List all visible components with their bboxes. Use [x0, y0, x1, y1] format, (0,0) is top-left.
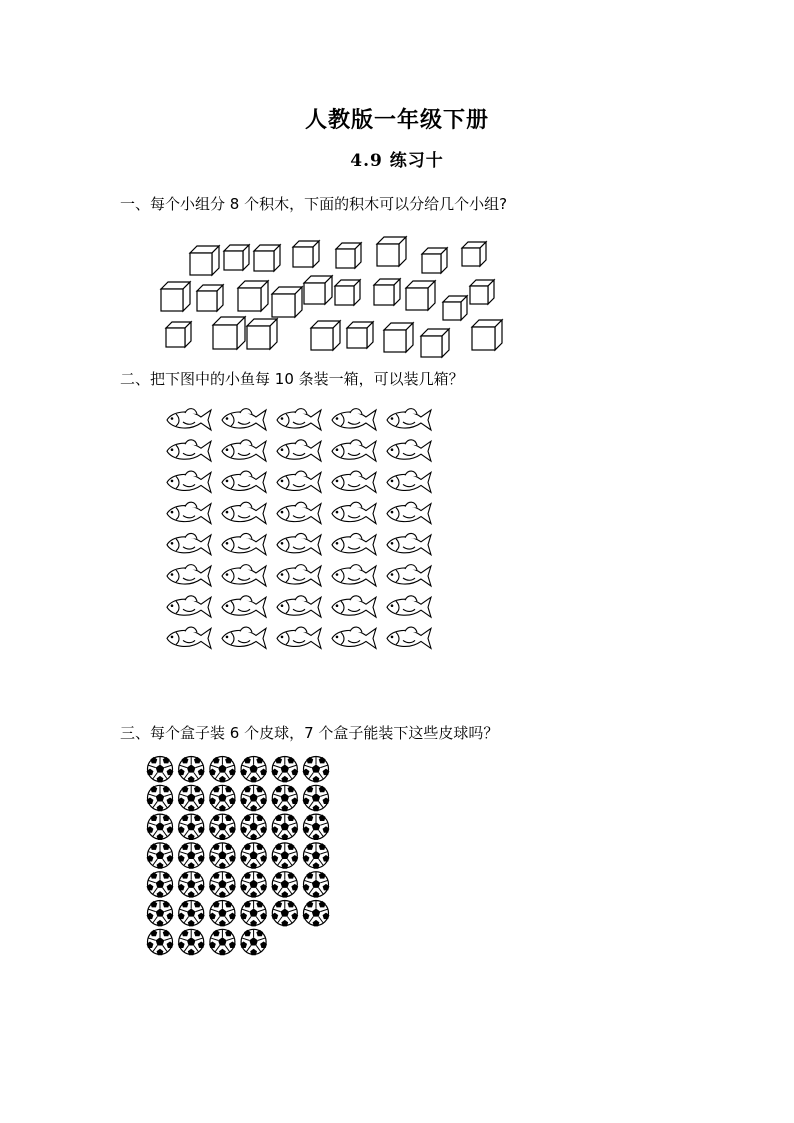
fish-icon	[222, 627, 266, 648]
cube-icon	[311, 321, 340, 350]
cube-icon	[335, 280, 360, 305]
fish-icon	[167, 471, 211, 492]
cube-icon	[238, 281, 268, 311]
soccer-ball-icon	[147, 843, 174, 869]
soccer-ball-icon	[147, 814, 174, 840]
fish-icon	[277, 565, 321, 586]
fish-icon	[277, 502, 321, 523]
fish-icon	[277, 533, 321, 554]
cube-icon	[470, 280, 494, 304]
soccer-ball-icon	[303, 785, 330, 811]
soccer-ball-icon	[178, 929, 205, 955]
fish-icon	[222, 502, 266, 523]
soccer-ball-icon	[178, 757, 205, 783]
question-3-text: 三、每个盒子装 6 个皮球，7 个盒子能装下这些皮球吗？	[120, 724, 499, 742]
fish-icon	[167, 533, 211, 554]
fish-icon	[167, 596, 211, 617]
soccer-ball-icon	[240, 901, 267, 927]
soccer-ball-icon	[178, 901, 205, 927]
fish-icon	[387, 502, 431, 523]
page-title: 人教版一年级下册	[304, 107, 489, 133]
cube-icon	[272, 287, 302, 317]
soccer-ball-icon	[240, 929, 267, 955]
cube-icon	[384, 323, 413, 352]
cube-icon	[406, 281, 435, 310]
soccer-ball-icon	[271, 901, 298, 927]
cube-icon	[374, 279, 400, 305]
fish-icon	[332, 627, 376, 648]
soccer-ball-icon	[209, 901, 236, 927]
fish-icon	[167, 627, 211, 648]
cube-icon	[304, 276, 332, 304]
fish-icon	[277, 596, 321, 617]
soccer-ball-icon	[178, 814, 205, 840]
fish-icon	[222, 533, 266, 554]
fish-icon	[387, 533, 431, 554]
fish-icon	[332, 502, 376, 523]
cube-icon	[197, 285, 223, 311]
cube-icon	[472, 320, 502, 350]
soccer-ball-icon	[240, 814, 267, 840]
fish-icon	[387, 440, 431, 461]
cube-icon	[422, 248, 447, 273]
fish-icon	[277, 627, 321, 648]
fish-icon	[277, 440, 321, 461]
ball-group	[147, 757, 330, 956]
cube-icon	[443, 296, 467, 320]
cube-icon	[166, 322, 191, 347]
soccer-ball-icon	[209, 814, 236, 840]
fish-icon	[222, 440, 266, 461]
fish-icon	[332, 565, 376, 586]
fish-icon	[222, 471, 266, 492]
cube-icon	[336, 243, 361, 268]
fish-icon	[167, 565, 211, 586]
soccer-ball-icon	[147, 929, 174, 955]
fish-icon	[332, 471, 376, 492]
fish-icon	[222, 596, 266, 617]
soccer-ball-icon	[209, 872, 236, 898]
fish-icon	[222, 409, 266, 430]
fish-icon	[387, 565, 431, 586]
cube-icon	[213, 317, 245, 349]
fish-icon	[167, 502, 211, 523]
lesson-subtitle: 4.9 练习十	[350, 151, 444, 171]
soccer-ball-icon	[147, 901, 174, 927]
fish-icon	[387, 627, 431, 648]
soccer-ball-icon	[240, 757, 267, 783]
soccer-ball-icon	[209, 757, 236, 783]
soccer-ball-icon	[271, 785, 298, 811]
soccer-ball-icon	[240, 785, 267, 811]
fish-icon	[167, 409, 211, 430]
soccer-ball-icon	[240, 872, 267, 898]
soccer-ball-icon	[178, 843, 205, 869]
fish-group	[167, 409, 431, 649]
cube-icon	[347, 322, 373, 348]
soccer-ball-icon	[178, 872, 205, 898]
soccer-ball-icon	[303, 901, 330, 927]
soccer-ball-icon	[303, 814, 330, 840]
soccer-ball-icon	[303, 757, 330, 783]
cube-icon	[377, 237, 406, 266]
fish-icon	[332, 533, 376, 554]
cube-icon	[224, 245, 249, 270]
question-2-text: 二、把下图中的小鱼每 10 条装一箱，可以装几箱？	[120, 370, 464, 388]
fish-icon	[222, 565, 266, 586]
soccer-ball-icon	[303, 872, 330, 898]
soccer-ball-icon	[147, 757, 174, 783]
soccer-ball-icon	[271, 757, 298, 783]
cube-group	[161, 237, 502, 357]
fish-icon	[332, 596, 376, 617]
cube-icon	[254, 245, 280, 271]
soccer-ball-icon	[147, 872, 174, 898]
soccer-ball-icon	[209, 929, 236, 955]
soccer-ball-icon	[303, 843, 330, 869]
cube-icon	[421, 329, 449, 357]
soccer-ball-icon	[209, 843, 236, 869]
fish-icon	[167, 440, 211, 461]
soccer-ball-icon	[271, 843, 298, 869]
fish-icon	[332, 409, 376, 430]
cube-icon	[293, 241, 319, 267]
cube-icon	[247, 319, 277, 349]
fish-icon	[387, 596, 431, 617]
soccer-ball-icon	[271, 872, 298, 898]
soccer-ball-icon	[147, 785, 174, 811]
fish-icon	[277, 471, 321, 492]
soccer-ball-icon	[271, 814, 298, 840]
soccer-ball-icon	[209, 785, 236, 811]
fish-icon	[387, 409, 431, 430]
cube-icon	[190, 246, 219, 275]
fish-icon	[387, 471, 431, 492]
cube-icon	[161, 282, 190, 311]
fish-icon	[277, 409, 321, 430]
question-1-text: 一、每个小组分 8 个积木，下面的积木可以分给几个小组?	[120, 195, 508, 213]
soccer-ball-icon	[240, 843, 267, 869]
fish-icon	[332, 440, 376, 461]
soccer-ball-icon	[178, 785, 205, 811]
cube-icon	[462, 242, 486, 266]
